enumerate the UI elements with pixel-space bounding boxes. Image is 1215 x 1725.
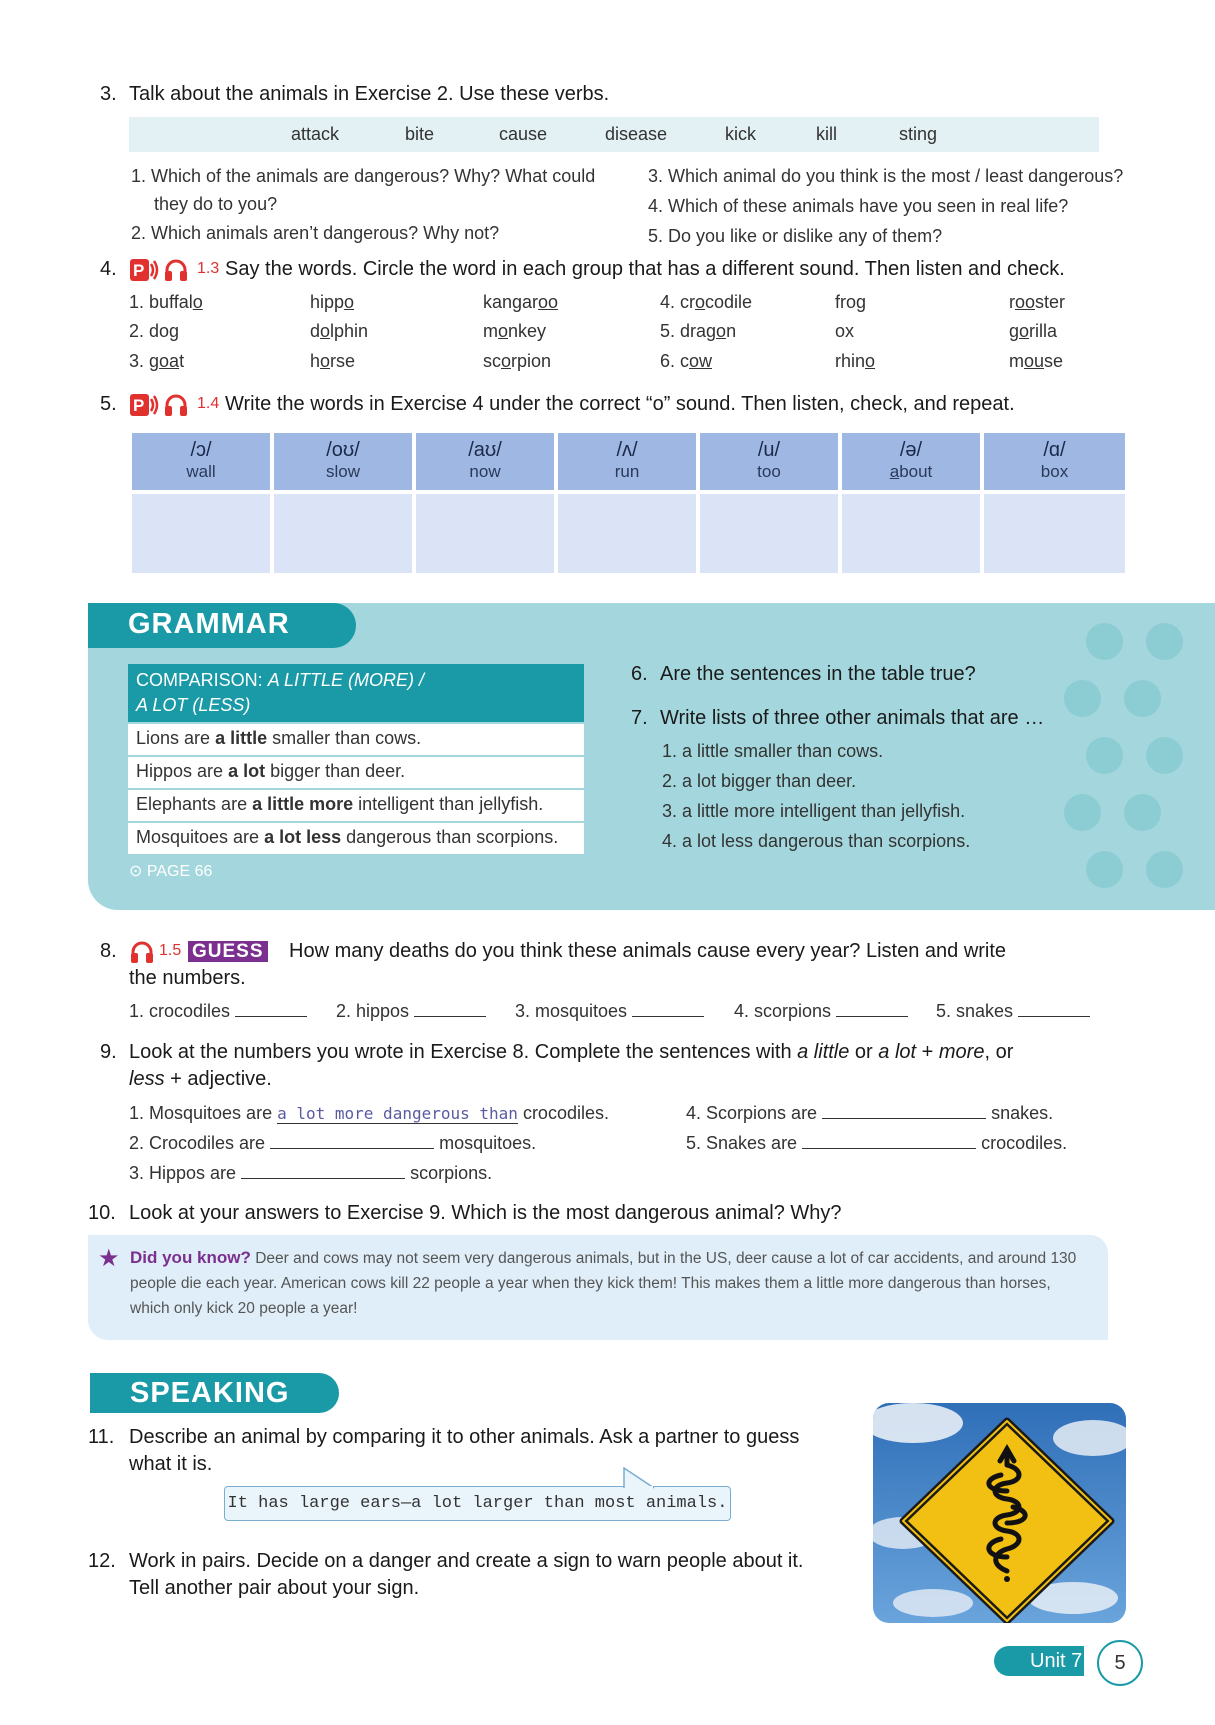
sentence-item: 4. Scorpions are snakes. [686, 1103, 1054, 1123]
star-icon: ★ [98, 1245, 120, 1272]
verb: sting [899, 124, 938, 144]
svg-text:P: P [133, 261, 145, 280]
grammar-table [128, 664, 584, 854]
guess-item: 5. snakes [936, 1001, 1090, 1022]
exercise-11-instruction: 11. Describe an animal by comparing it to other animals. Ask a partner to guess [88, 1426, 800, 1448]
list-item: 2. a lot bigger than deer. [662, 771, 857, 791]
guess-list [129, 1001, 1129, 1027]
answer-cell[interactable] [274, 494, 412, 573]
word-item: mouse [1009, 351, 1064, 371]
example-answer: a lot more dangerous than [277, 1104, 518, 1123]
question: 3. Which animal do you think is the most / least dangerous? [648, 166, 1124, 186]
exercise-9-instruction: 9. Look at the numbers you wrote in Exercise 8. Complete the sentences with a little or a lot + more, or [100, 1041, 1014, 1063]
question: 2. Which animals aren’t dangerous? Why not? [131, 223, 500, 243]
did-you-know-text: Deer and cows may not seem very dangerous animals, but in the US, deer cause a lot of car accidents, and around 130 people die each year. American cows kill 22 people a year when they kick them! This makes them a little more dangerous than horses, which only kick 20 people a year! [130, 1250, 1077, 1317]
sentence-item: 3. Hippos are scorpions. [129, 1163, 493, 1183]
word-item: 3. goat [129, 351, 185, 371]
exercise-12-continued: Tell another pair about your sign. [129, 1577, 420, 1599]
track-number: 1.3 [197, 260, 220, 277]
answer-blank[interactable] [632, 1016, 704, 1017]
word-item: 4. crocodile [660, 292, 753, 312]
arrow-circle-icon: ⊙ [129, 863, 143, 880]
track-number: 1.4 [197, 395, 220, 412]
speech-bubble-tail [620, 1467, 660, 1489]
question: 1. Which of the animals are dangerous? Why? What could [131, 166, 596, 186]
track-number: 1.5 [159, 942, 182, 959]
grammar-row: Hippos are a lot bigger than deer. [128, 755, 584, 788]
did-you-know-box [88, 1235, 1108, 1340]
exercise-10-instruction: 10. Look at your answers to Exercise 9. Which is the most dangerous animal? Why? [88, 1202, 842, 1224]
headphones-icon[interactable] [163, 392, 189, 418]
exercise-5-instruction: 5. P 1.4 Write the words in Exercise 4 under the correct “o” sound. Then listen, check, and repeat. [100, 393, 1210, 421]
answer-cell[interactable] [700, 494, 838, 573]
list-item: 3. a little more intelligent than jellyfish. [662, 801, 966, 821]
verb: attack [291, 124, 340, 144]
word-item: monkey [483, 321, 547, 341]
exercise-11-continued: what it is. [129, 1453, 213, 1475]
verb: cause [499, 124, 548, 144]
did-you-know-label: Did you know? [130, 1248, 251, 1267]
list-item: 4. a lot less dangerous than scorpions. [662, 831, 971, 851]
answer-blank[interactable] [270, 1148, 434, 1149]
word-item: gorilla [1009, 321, 1058, 341]
pronunciation-icon [129, 256, 159, 284]
word-item: hippo [310, 292, 355, 312]
sentence-item: 1. Mosquitoes are a lot more dangerous than crocodiles. [129, 1103, 609, 1123]
sound-header: /u/ too [700, 433, 838, 490]
exercise-3-instruction: 3. Talk about the animals in Exercise 2. Use these verbs. [100, 83, 610, 105]
sentence-item: 5. Snakes are crocodiles. [686, 1133, 1068, 1153]
word-groups [129, 292, 1129, 380]
guess-badge: GUESS [188, 941, 268, 962]
grammar-row: Elephants are a little more intelligent than jellyfish. [128, 788, 584, 821]
verb: kick [725, 124, 756, 144]
question-cont: they do to you? [154, 194, 278, 214]
answer-cell[interactable] [132, 494, 270, 573]
svg-text:P: P [133, 396, 145, 415]
answer-cell[interactable] [558, 494, 696, 573]
sound-header: /oʊ/ slow [274, 433, 412, 490]
answer-blank[interactable] [836, 1016, 908, 1017]
headphones-icon[interactable] [129, 939, 155, 965]
answer-cell[interactable] [984, 494, 1125, 573]
answer-cell[interactable] [416, 494, 554, 573]
guess-item: 3. mosquitoes [515, 1001, 704, 1022]
sentence-item: 2. Crocodiles are mosquitoes. [129, 1133, 537, 1153]
verb: kill [816, 124, 837, 144]
answer-blank[interactable] [241, 1178, 405, 1179]
word-item: horse [310, 351, 356, 371]
page-number: 5 [1097, 1640, 1143, 1686]
speech-bubble: It has large ears—a lot larger than most animals. [224, 1486, 731, 1521]
question: 5. Do you like or dislike any of them? [648, 226, 943, 246]
sound-header: /aʊ/ now [416, 433, 554, 490]
unit-label: Unit 7 [994, 1646, 1084, 1676]
word-item: frog [835, 292, 867, 312]
answer-cell[interactable] [842, 494, 980, 573]
answer-blank[interactable] [414, 1016, 486, 1017]
verb: bite [405, 124, 435, 144]
sound-header: /ɑ/ box [984, 433, 1125, 490]
exercise-4-instruction: 4. P 1.3 Say the words. Circle the word in each group that has a different sound. Then listen and check. [100, 258, 1210, 286]
word-item: scorpion [483, 351, 552, 371]
headphones-icon[interactable] [163, 257, 189, 283]
list-item: 1. a little smaller than cows. [662, 741, 884, 761]
exercise-7-instruction: 7. Write lists of three other animals that are … [631, 707, 1045, 729]
exercise-12-instruction: 12. Work in pairs. Decide on a danger and create a sign to warn people about it. [88, 1550, 804, 1572]
verb-box [129, 117, 1099, 152]
grammar-heading: GRAMMAR [88, 603, 356, 648]
exercise-8-continued: the numbers. [129, 967, 246, 989]
answer-blank[interactable] [822, 1118, 986, 1119]
exercise-8-instruction: 8. 1.5 GUESS How many deaths do you think these animals cause every year? Listen and write [100, 940, 1210, 968]
guess-item: 4. scorpions [734, 1001, 908, 1022]
word-item: rhino [835, 351, 876, 371]
sound-header: /ʌ/ run [558, 433, 696, 490]
verb: disease [605, 124, 668, 144]
answer-blank[interactable] [1018, 1016, 1090, 1017]
word-item: 2. dog [129, 321, 180, 341]
speaking-heading: SPEAKING [90, 1373, 339, 1413]
word-item: 6. cow [660, 351, 713, 371]
sound-table [132, 433, 1125, 573]
answer-blank[interactable] [235, 1016, 307, 1017]
sound-header: /ɔ/ wall [132, 433, 270, 490]
exercise-9-continued: less + adjective. [129, 1068, 272, 1090]
word-item: 1. buffalo [129, 292, 203, 312]
grammar-row: Lions are a little smaller than cows. [128, 722, 584, 755]
question: 4. Which of these animals have you seen in real life? [648, 196, 1069, 216]
word-item: dolphin [310, 321, 369, 341]
word-item: ox [835, 321, 855, 341]
word-item: kangaroo [483, 292, 559, 312]
word-item: rooster [1009, 292, 1066, 312]
word-item: 5. dragon [660, 321, 737, 341]
guess-item: 2. hippos [336, 1001, 486, 1022]
page-reference[interactable]: ⊙ PAGE 66 [129, 863, 213, 880]
grammar-table-header: COMPARISON: A LITTLE (MORE) / A LOT (LESS) [128, 664, 584, 722]
snake-warning-sign-photo [873, 1403, 1126, 1623]
answer-blank[interactable] [802, 1148, 976, 1149]
guess-item: 1. crocodiles [129, 1001, 307, 1022]
exercise-6-instruction: 6. Are the sentences in the table true? [631, 663, 976, 685]
pronunciation-icon [129, 391, 159, 419]
sound-header: /ə/ about [842, 433, 980, 490]
grammar-row: Mosquitoes are a lot less dangerous than scorpions. [128, 821, 584, 854]
